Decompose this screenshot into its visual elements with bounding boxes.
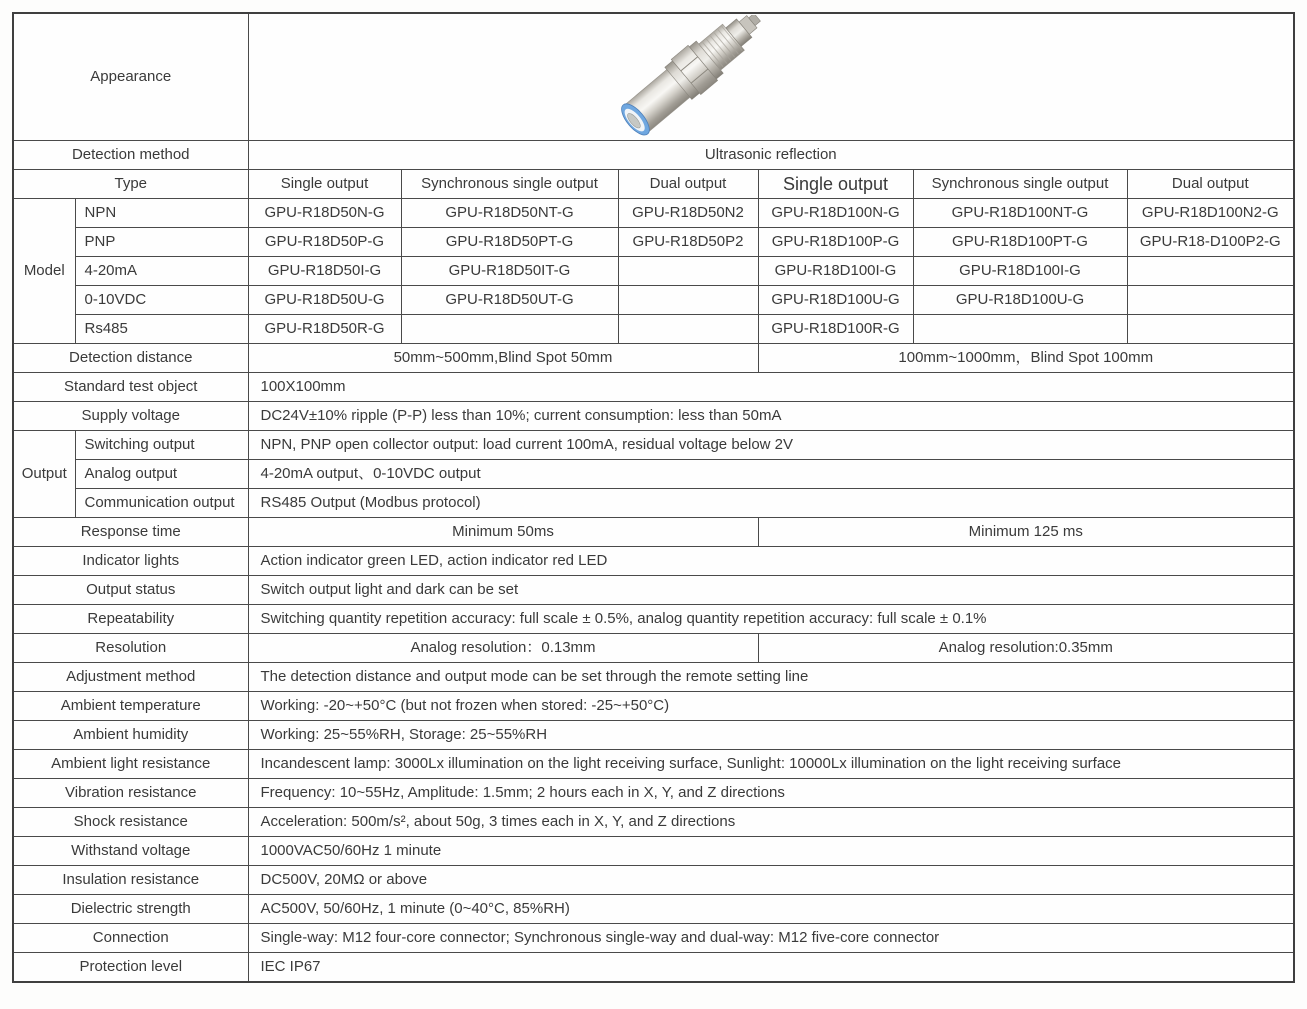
model-row-label: 0-10VDC [75,286,248,315]
model-label: Model [13,199,75,344]
row-output-status [13,576,1294,605]
communication-output-value: RS485 Output (Modbus protocol) [248,489,1294,518]
model-cell: GPU-R18D50UT-G [401,286,618,315]
model-row-label: NPN [75,199,248,228]
output-label: Output [13,431,75,518]
output-status-value: Switch output light and dark can be set [248,576,1294,605]
row-model-npn [13,199,1294,228]
ambient-humidity-label: Ambient humidity [13,721,248,750]
resolution-035: Analog resolution:0.35mm [758,634,1294,663]
insulation-resistance-label: Insulation resistance [13,866,248,895]
analog-output-label: Analog output [75,460,248,489]
model-cell: GPU-R18D50N-G [248,199,401,228]
row-model-420ma [13,257,1294,286]
switching-output-value: NPN, PNP open collector output: load current 100mA, residual voltage below 2V [248,431,1294,460]
model-cell: GPU-R18-D100P2-G [1127,228,1294,257]
repeatability-label: Repeatability [13,605,248,634]
adjustment-method-value: The detection distance and output mode can be set through the remote setting line [248,663,1294,692]
row-detection-distance [13,344,1294,373]
supply-voltage-label: Supply voltage [13,402,248,431]
model-cell: GPU-R18D100U-G [913,286,1127,315]
model-cell: GPU-R18D100I-G [758,257,913,286]
model-cell: GPU-R18D100I-G [913,257,1127,286]
vibration-resistance-value: Frequency: 10~55Hz, Amplitude: 1.5mm; 2 hours each in X, Y, and Z directions [248,779,1294,808]
protection-level-value: IEC IP67 [248,953,1294,983]
ambient-light-resistance-value: Incandescent lamp: 3000Lx illumination on the light receiving surface, Sunlight: 10000Lx illumination on the light receiving surface [248,750,1294,779]
model-cell: GPU-R18D50NT-G [401,199,618,228]
row-repeatability [13,605,1294,634]
output-status-label: Output status [13,576,248,605]
row-protection-level [13,953,1294,983]
row-model-010vdc [13,286,1294,315]
indicator-lights-label: Indicator lights [13,547,248,576]
model-cell [913,315,1127,344]
protection-level-label: Protection level [13,953,248,983]
resolution-label: Resolution [13,634,248,663]
model-cell: GPU-R18D50I-G [248,257,401,286]
model-cell: GPU-R18D50R-G [248,315,401,344]
dielectric-strength-label: Dielectric strength [13,895,248,924]
type-col-header: Single output [248,170,401,199]
supply-voltage-value: DC24V±10% ripple (P-P) less than 10%; current consumption: less than 50mA [248,402,1294,431]
dielectric-strength-value: AC500V, 50/60Hz, 1 minute (0~40°C, 85%RH) [248,895,1294,924]
row-supply-voltage [13,402,1294,431]
model-cell: GPU-R18D100N-G [758,199,913,228]
shock-resistance-value: Acceleration: 500m/s², about 50g, 3 times each in X, Y, and Z directions [248,808,1294,837]
appearance-label: Appearance [13,13,248,141]
model-cell: GPU-R18D50IT-G [401,257,618,286]
row-model-pnp [13,228,1294,257]
withstand-voltage-value: 1000VAC50/60Hz 1 minute [248,837,1294,866]
model-cell: GPU-R18D100NT-G [913,199,1127,228]
detection-distance-label: Detection distance [13,344,248,373]
model-cell [618,286,758,315]
ultrasonic-sensor-photo [536,15,836,139]
row-resolution [13,634,1294,663]
row-adjustment-method [13,663,1294,692]
model-cell: GPU-R18D50P-G [248,228,401,257]
model-cell [1127,257,1294,286]
model-cell [618,257,758,286]
row-indicator-lights [13,547,1294,576]
communication-output-label: Communication output [75,489,248,518]
model-cell: GPU-R18D100N2-G [1127,199,1294,228]
row-model-rs485 [13,315,1294,344]
analog-output-value: 4-20mA output、0-10VDC output [248,460,1294,489]
row-ambient-light-resistance [13,750,1294,779]
model-cell: GPU-R18D50P2 [618,228,758,257]
response-time-label: Response time [13,518,248,547]
model-row-label: PNP [75,228,248,257]
detection-distance-50: 50mm~500mm,Blind Spot 50mm [248,344,758,373]
row-standard-test-object [13,373,1294,402]
type-col-header: Dual output [618,170,758,199]
model-cell [618,315,758,344]
ambient-temperature-value: Working: -20~+50°C (but not frozen when stored: -25~+50°C) [248,692,1294,721]
adjustment-method-label: Adjustment method [13,663,248,692]
row-withstand-voltage [13,837,1294,866]
ambient-light-resistance-label: Ambient light resistance [13,750,248,779]
model-cell: GPU-R18D100U-G [758,286,913,315]
row-detection-method [13,141,1294,170]
detection-distance-100: 100mm~1000mm，Blind Spot 100mm [758,344,1294,373]
detection-method-label: Detection method [13,141,248,170]
appearance-cell [248,13,1294,141]
model-cell: GPU-R18D100PT-G [913,228,1127,257]
standard-test-object-value: 100X100mm [248,373,1294,402]
ambient-temperature-label: Ambient temperature [13,692,248,721]
row-shock-resistance [13,808,1294,837]
type-label: Type [13,170,248,199]
row-ambient-temperature [13,692,1294,721]
response-time-50: Minimum 50ms [248,518,758,547]
row-analog-output [13,460,1294,489]
row-appearance [13,13,1294,141]
standard-test-object-label: Standard test object [13,373,248,402]
resolution-013: Analog resolution：0.13mm [248,634,758,663]
indicator-lights-value: Action indicator green LED, action indicator red LED [248,547,1294,576]
row-insulation-resistance [13,866,1294,895]
row-type-header [13,170,1294,199]
row-dielectric-strength [13,895,1294,924]
model-cell: GPU-R18D100R-G [758,315,913,344]
row-response-time [13,518,1294,547]
model-row-label: Rs485 [75,315,248,344]
type-col-header: Dual output [1127,170,1294,199]
model-cell: GPU-R18D50N2 [618,199,758,228]
connection-value: Single-way: M12 four-core connector; Synchronous single-way and dual-way: M12 five-core connector [248,924,1294,953]
row-communication-output [13,489,1294,518]
shock-resistance-label: Shock resistance [13,808,248,837]
connection-label: Connection [13,924,248,953]
model-cell [1127,315,1294,344]
vibration-resistance-label: Vibration resistance [13,779,248,808]
row-ambient-humidity [13,721,1294,750]
switching-output-label: Switching output [75,431,248,460]
withstand-voltage-label: Withstand voltage [13,837,248,866]
insulation-resistance-value: DC500V, 20MΩ or above [248,866,1294,895]
model-cell [401,315,618,344]
model-cell: GPU-R18D100P-G [758,228,913,257]
type-col-header: Synchronous single output [913,170,1127,199]
ambient-humidity-value: Working: 25~55%RH, Storage: 25~55%RH [248,721,1294,750]
detection-method-value: Ultrasonic reflection [248,141,1294,170]
type-col-header: Single output [758,170,913,199]
model-cell: GPU-R18D50U-G [248,286,401,315]
spec-table [12,12,1295,983]
repeatability-value: Switching quantity repetition accuracy: full scale ± 0.5%, analog quantity repetition accuracy: full scale ± 0.1% [248,605,1294,634]
model-cell [1127,286,1294,315]
row-connection [13,924,1294,953]
row-switching-output [13,431,1294,460]
model-cell: GPU-R18D50PT-G [401,228,618,257]
response-time-125: Minimum 125 ms [758,518,1294,547]
type-col-header: Synchronous single output [401,170,618,199]
row-vibration-resistance [13,779,1294,808]
model-row-label: 4-20mA [75,257,248,286]
